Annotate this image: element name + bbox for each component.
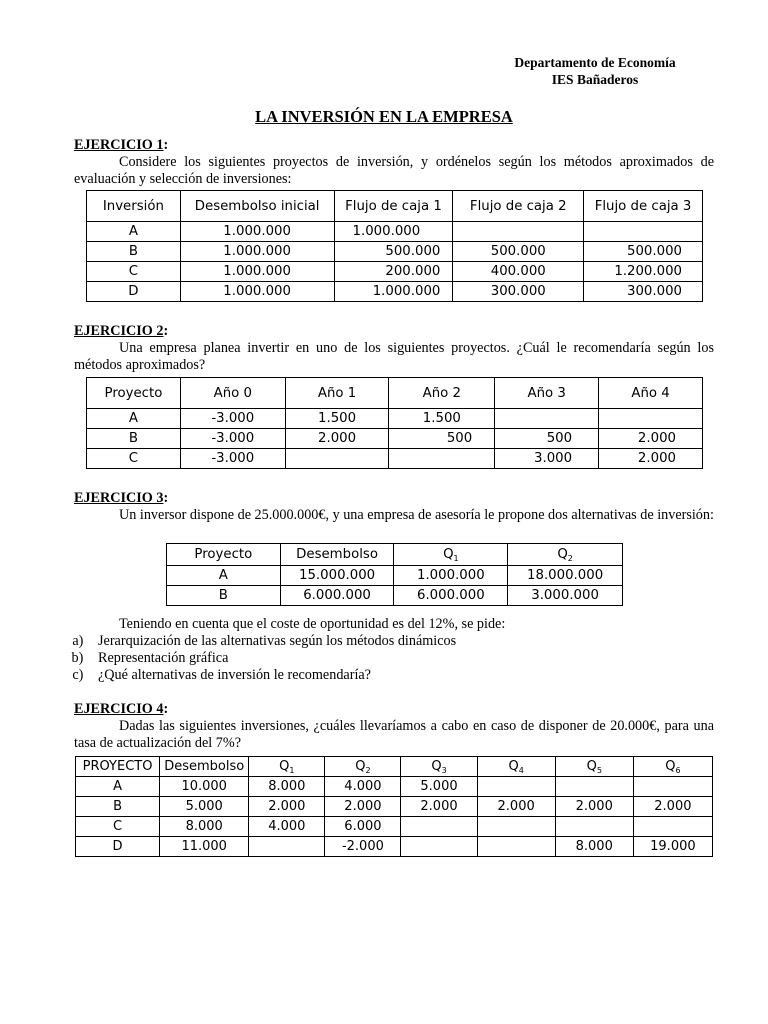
exercise-4-text: Dadas las siguientes inversiones, ¿cuáles llevaríamos a cabo en caso de disponer de 20.000€, para una tasa de actualización del 7%?: [74, 718, 714, 751]
table-cell: 8.000: [249, 777, 325, 797]
exercise-4-colon: :: [163, 701, 169, 717]
table-cell: [249, 837, 325, 857]
table-cell: [285, 449, 389, 469]
table-header-cell: Flujo de caja 2: [453, 191, 584, 222]
table-cell: D: [76, 837, 160, 857]
q-subscript: 1: [289, 766, 295, 775]
table-cell: [555, 777, 633, 797]
table-cell: 2.000: [401, 797, 477, 817]
exercise-2-table: [86, 377, 703, 469]
table-cell: [584, 222, 703, 242]
table-cell: -2.000: [325, 837, 401, 857]
table-cell: 2.000: [599, 429, 703, 449]
table-cell: 1.500: [285, 409, 389, 429]
table-cell: [389, 449, 495, 469]
table-cell: 1.000.000: [180, 262, 334, 282]
table-cell: 6.000.000: [280, 586, 394, 606]
table-header-cell: Año 3: [495, 378, 599, 409]
table-header-cell: [555, 757, 633, 777]
q-label: Q: [443, 547, 454, 562]
table-cell: 200.000: [334, 262, 453, 282]
list-item: a. Jerarquización de las alternativas según los métodos dinámicos: [94, 633, 714, 650]
table-cell: 1.000.000: [334, 222, 453, 242]
table-cell: 15.000.000: [280, 566, 394, 586]
table-cell: 2.000: [249, 797, 325, 817]
table-cell: 2.000: [285, 429, 389, 449]
table-header-row: [76, 757, 713, 777]
table-cell: B: [76, 797, 160, 817]
q-subscript: 3: [441, 766, 447, 775]
table-cell: [633, 777, 712, 797]
q-label: Q: [508, 759, 519, 774]
table-cell: 1.500: [389, 409, 495, 429]
table-cell: 6.000: [325, 817, 401, 837]
table-cell: 5.000: [401, 777, 477, 797]
exercise-1-table: [86, 190, 703, 302]
table-cell: C: [87, 449, 181, 469]
exercise-2: [74, 323, 714, 374]
table-cell: C: [87, 262, 181, 282]
table-row: [76, 837, 713, 857]
exercise-1-heading: [74, 137, 714, 154]
table-cell: 1.000.000: [334, 282, 453, 302]
table-cell: 6.000.000: [394, 586, 508, 606]
q-subscript: 5: [596, 766, 602, 775]
table-cell: [633, 817, 712, 837]
table-cell: 300.000: [584, 282, 703, 302]
q-subscript: 2: [365, 766, 371, 775]
table-cell: 19.000: [633, 837, 712, 857]
table-cell: 500.000: [584, 242, 703, 262]
table-header-cell: Proyecto: [167, 544, 281, 566]
q-label: Q: [665, 759, 676, 774]
table-cell: [555, 817, 633, 837]
table-cell: A: [167, 566, 281, 586]
exercise-3-text: Un inversor dispone de 25.000.000€, y una empresa de asesoría le propone dos alternativas de inversión:: [119, 507, 714, 523]
table-cell: [401, 837, 477, 857]
table-cell: [477, 777, 555, 797]
department-name: Departamento de Economía: [514, 55, 676, 70]
table-row: [87, 449, 703, 469]
department-header: [500, 54, 690, 88]
table-cell: [477, 817, 555, 837]
q-subscript: 6: [675, 766, 681, 775]
table-header-row: [87, 191, 703, 222]
table-header-row: [87, 378, 703, 409]
table-row: [167, 586, 623, 606]
table-header-cell: Desembolso: [280, 544, 394, 566]
table-header-cell: Desembolso: [160, 757, 249, 777]
table-cell: [495, 409, 599, 429]
exercise-1-text: Considere los siguientes proyectos de inversión, y ordénelos según los métodos aproximados de evaluación y selección de inversiones:: [74, 154, 714, 187]
q-label: Q: [279, 759, 290, 774]
exercise-1-label: EJERCICIO 1: [74, 137, 164, 153]
exercise-3-list: [48, 633, 714, 684]
table-header-cell: Año 0: [180, 378, 285, 409]
table-cell: B: [87, 242, 181, 262]
table-row: [76, 777, 713, 797]
exercise-2-label: EJERCICIO 2: [74, 323, 164, 339]
table-cell: -3.000: [180, 429, 285, 449]
table-cell: 1.000.000: [180, 222, 334, 242]
table-cell: 5.000: [160, 797, 249, 817]
table-header-cell: [508, 544, 623, 566]
q-subscript: 1: [453, 554, 459, 563]
table-row: [87, 429, 703, 449]
table-header-cell: Flujo de caja 3: [584, 191, 703, 222]
table-cell: 2.000: [633, 797, 712, 817]
list-item: b. Representación gráfica: [94, 650, 714, 667]
exercise-4-label: EJERCICIO 4: [74, 701, 164, 717]
exercise-4-heading: [74, 701, 714, 718]
table-header-cell: Flujo de caja 1: [334, 191, 453, 222]
table-row: [87, 222, 703, 242]
table-cell: 18.000.000: [508, 566, 623, 586]
table-header-cell: Desembolso inicial: [180, 191, 334, 222]
table-cell: 1.000.000: [180, 282, 334, 302]
q-label: Q: [586, 759, 597, 774]
exercise-2-heading: [74, 323, 714, 340]
q-label: Q: [355, 759, 366, 774]
table-cell: 8.000: [555, 837, 633, 857]
table-cell: B: [167, 586, 281, 606]
q-subscript: 4: [518, 766, 524, 775]
table-cell: 300.000: [453, 282, 584, 302]
table-cell: 500: [495, 429, 599, 449]
table-header-cell: Año 1: [285, 378, 389, 409]
q-subscript: 2: [567, 554, 573, 563]
table-header-cell: PROYECTO: [76, 757, 160, 777]
table-header-cell: [394, 544, 508, 566]
exercise-3-table: [166, 543, 623, 606]
table-cell: 400.000: [453, 262, 584, 282]
exercise-4: [74, 701, 714, 752]
table-row: [87, 262, 703, 282]
table-header-cell: [401, 757, 477, 777]
table-cell: 2.000: [555, 797, 633, 817]
table-cell: A: [87, 222, 181, 242]
exercise-1: [74, 137, 714, 188]
exercise-3-instruction: Teniendo en cuenta que el coste de oportunidad es del 12%, se pide:: [119, 616, 506, 632]
table-header-cell: Proyecto: [87, 378, 181, 409]
table-cell: A: [76, 777, 160, 797]
table-cell: 2.000: [325, 797, 401, 817]
q-label: Q: [431, 759, 442, 774]
table-cell: C: [76, 817, 160, 837]
table-header-cell: [325, 757, 401, 777]
table-cell: 4.000: [249, 817, 325, 837]
table-cell: [477, 837, 555, 857]
table-cell: 500.000: [334, 242, 453, 262]
table-row: [87, 282, 703, 302]
table-cell: 2.000: [599, 449, 703, 469]
table-header-cell: Inversión: [87, 191, 181, 222]
exercise-3-questions: [74, 616, 714, 684]
table-cell: -3.000: [180, 449, 285, 469]
exercise-3-heading: [74, 490, 714, 507]
table-header-cell: Año 4: [599, 378, 703, 409]
table-cell: 500: [389, 429, 495, 449]
table-cell: 500.000: [453, 242, 584, 262]
table-cell: 1.000.000: [394, 566, 508, 586]
table-cell: 3.000.000: [508, 586, 623, 606]
table-cell: A: [87, 409, 181, 429]
table-header-cell: Año 2: [389, 378, 495, 409]
table-header-row: [167, 544, 623, 566]
table-cell: 11.000: [160, 837, 249, 857]
exercise-4-table: [75, 756, 713, 857]
table-row: [87, 242, 703, 262]
table-row: [87, 409, 703, 429]
school-name: IES Bañaderos: [551, 72, 639, 87]
table-cell: B: [87, 429, 181, 449]
exercise-2-colon: :: [163, 323, 169, 339]
table-row: [167, 566, 623, 586]
q-label: Q: [557, 547, 568, 562]
table-cell: [401, 817, 477, 837]
table-cell: D: [87, 282, 181, 302]
table-cell: 10.000: [160, 777, 249, 797]
table-cell: 3.000: [495, 449, 599, 469]
exercise-1-colon: :: [163, 137, 169, 153]
table-cell: 1.000.000: [180, 242, 334, 262]
table-header-cell: [633, 757, 712, 777]
table-row: [76, 817, 713, 837]
table-row: [76, 797, 713, 817]
table-cell: [599, 409, 703, 429]
table-cell: 1.200.000: [584, 262, 703, 282]
table-cell: 2.000: [477, 797, 555, 817]
exercise-3-label: EJERCICIO 3: [74, 490, 164, 506]
table-cell: -3.000: [180, 409, 285, 429]
page-title: LA INVERSIÓN EN LA EMPRESA: [255, 107, 513, 126]
table-cell: [453, 222, 584, 242]
exercise-3: [74, 490, 714, 524]
exercise-3-colon: :: [163, 490, 169, 506]
table-cell: 8.000: [160, 817, 249, 837]
table-header-cell: [249, 757, 325, 777]
table-cell: 4.000: [325, 777, 401, 797]
list-item: c. ¿Qué alternativas de inversión le recomendaría?: [94, 667, 714, 684]
table-header-cell: [477, 757, 555, 777]
exercise-2-text: Una empresa planea invertir en uno de los siguientes proyectos. ¿Cuál le recomendaría según los métodos aproximados?: [74, 340, 714, 373]
